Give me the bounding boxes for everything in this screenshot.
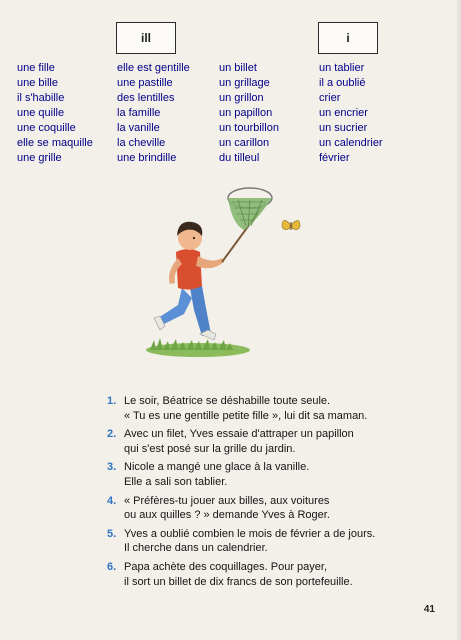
header-box-ill xyxy=(116,22,176,54)
header-box-i xyxy=(318,22,378,54)
sentence-line: Nicole a mangé une glace à la vanille. xyxy=(124,461,310,474)
sentence-number: 3. xyxy=(107,461,117,474)
word-item: une coquille xyxy=(17,122,76,134)
word-item: un tablier xyxy=(319,62,365,74)
word-item: un sucrier xyxy=(319,122,368,134)
word-item: des lentilles xyxy=(117,92,175,104)
word-item: la cheville xyxy=(117,137,166,149)
word-item: une quille xyxy=(17,107,65,119)
sentence-number: 1. xyxy=(107,395,117,407)
word-item: la famille xyxy=(117,107,161,119)
sentence-6 xyxy=(107,560,437,589)
grass-patch xyxy=(146,338,250,357)
sentence-4 xyxy=(107,494,437,523)
word-item: elle est gentille xyxy=(117,62,190,74)
word-item: un grillage xyxy=(219,77,270,89)
example-sentences xyxy=(107,394,437,593)
word-item: un calendrier xyxy=(319,137,383,149)
sentence-line: il sort un billet de dix francs de son portefeuille. xyxy=(124,575,353,588)
boy-torso xyxy=(176,249,202,290)
butterfly-net xyxy=(228,188,272,230)
word-item: il s'habille xyxy=(17,92,65,104)
word-item: un encrier xyxy=(319,107,368,119)
sentence-line: « Préfères-tu jouer aux billes, aux voitures xyxy=(124,494,330,507)
word-item: une grille xyxy=(17,152,62,164)
sentence-number: 5. xyxy=(107,527,117,540)
sentence-2 xyxy=(107,427,437,456)
page-edge-shadow xyxy=(455,0,461,640)
word-column-2 xyxy=(117,61,190,166)
word-column-3 xyxy=(219,61,279,166)
butterfly-icon xyxy=(282,220,300,230)
word-item: du tilleul xyxy=(219,152,260,164)
header-label-i: i xyxy=(346,31,350,45)
word-item: une bille xyxy=(17,77,58,89)
sentence-line: Le soir, Béatrice se déshabille toute seule. xyxy=(124,395,331,407)
word-item: un carillon xyxy=(219,137,270,149)
word-item: une fille xyxy=(17,62,55,74)
sentence-line: Elle a sali son tablier. xyxy=(124,475,228,488)
sentence-number: 4. xyxy=(107,494,117,507)
sentence-line: « Tu es une gentille petite fille », lui dit sa maman. xyxy=(124,409,368,422)
sentence-line: Avec un filet, Yves essaie d'attraper un papillon xyxy=(124,428,354,441)
sentence-5 xyxy=(107,527,437,556)
word-column-1 xyxy=(17,61,93,166)
sentence-number: 6. xyxy=(107,560,117,573)
sentence-line: qui s'est posé sur la grille du jardin. xyxy=(124,442,296,455)
boy-legs xyxy=(154,286,216,340)
word-item: un billet xyxy=(219,62,257,74)
word-item: février xyxy=(319,152,350,164)
word-item: elle se maquille xyxy=(17,137,93,149)
boy-with-net-illustration xyxy=(120,180,320,380)
page-number: 41 xyxy=(423,604,435,615)
sentence-line: Il cherche dans un calendrier. xyxy=(124,542,268,555)
word-item: un grillon xyxy=(219,92,264,104)
sentence-3 xyxy=(107,460,437,489)
sentence-1 xyxy=(107,394,437,423)
word-column-4 xyxy=(319,61,383,166)
word-item: un papillon xyxy=(219,107,273,119)
word-item: la vanille xyxy=(117,122,160,134)
word-item: une brindille xyxy=(117,152,177,164)
word-item: un tourbillon xyxy=(219,122,279,134)
header-label-ill: ill xyxy=(140,31,151,45)
word-item: crier xyxy=(319,92,341,104)
boy-head xyxy=(177,222,202,250)
word-item: il a oublié xyxy=(319,77,366,89)
word-item: une pastille xyxy=(117,77,173,89)
sentence-line: Papa achète des coquillages. Pour payer, xyxy=(124,560,328,573)
sentence-number: 2. xyxy=(107,428,117,441)
sentence-line: ou aux quilles ? » demande Yves à Roger. xyxy=(124,509,330,522)
sentence-line: Yves a oublié combien le mois de février a de jours. xyxy=(124,527,376,540)
